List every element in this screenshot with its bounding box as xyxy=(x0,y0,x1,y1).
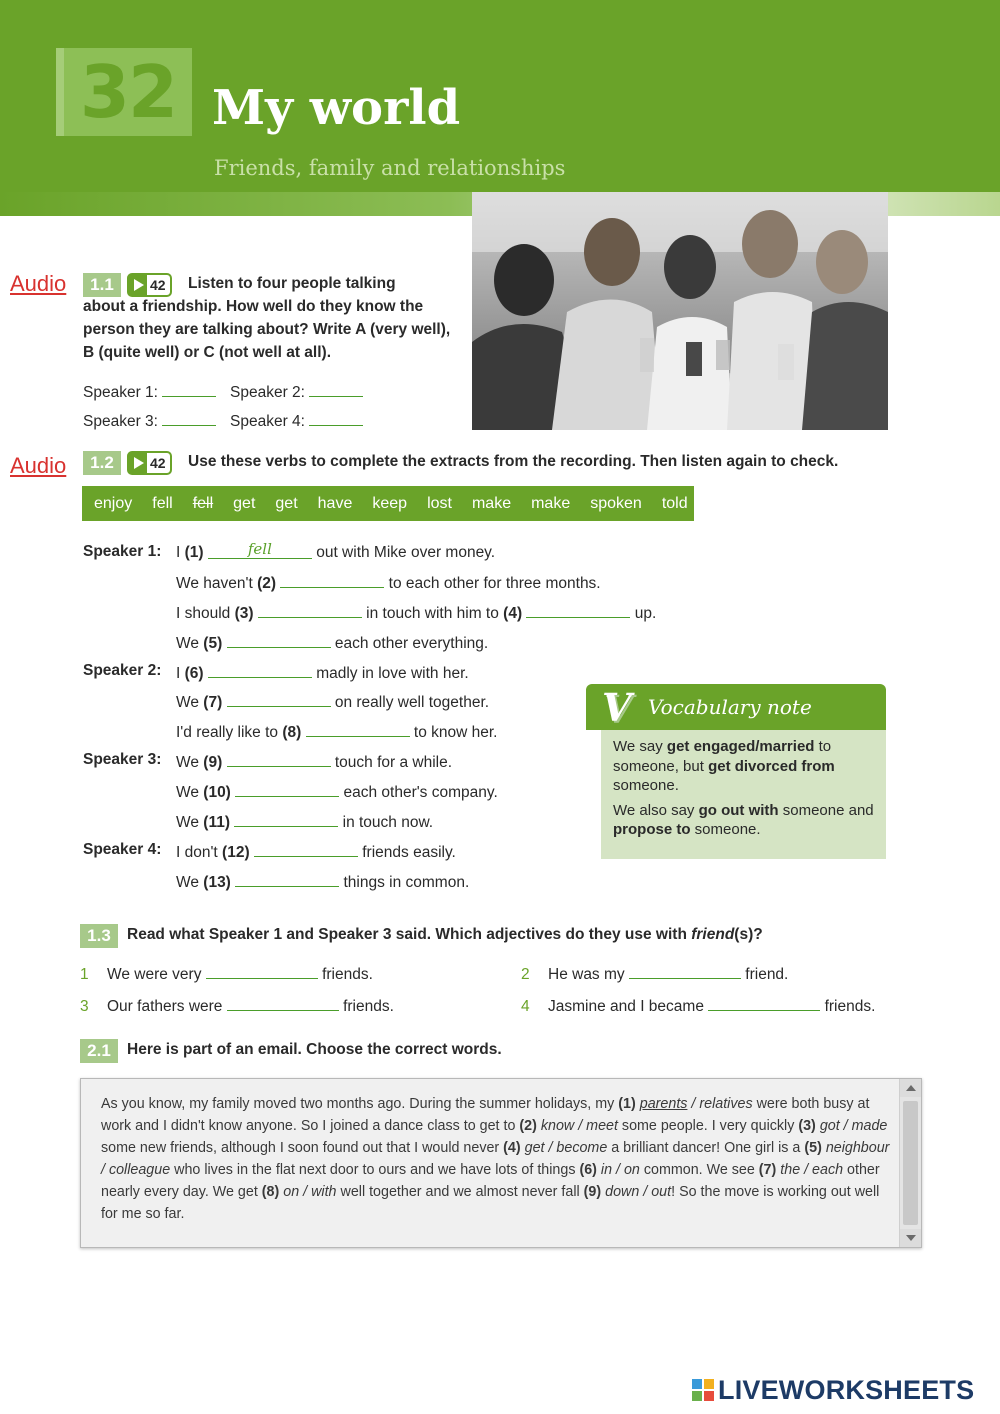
choice-8[interactable]: on / with xyxy=(283,1184,337,1200)
logo-text: LIVEWORKSHEETS xyxy=(718,1374,975,1405)
verb-word: make xyxy=(531,494,571,512)
extract-line-11: I don't (12) friends easily. xyxy=(176,839,456,864)
vocabulary-note-box xyxy=(586,684,886,859)
adjective-item-3: 3 Our fathers were friends. xyxy=(80,993,394,1018)
answer-blank-8[interactable] xyxy=(306,719,410,737)
vocabulary-v-icon: V xyxy=(602,685,632,730)
rating-blank-4[interactable] xyxy=(309,408,363,426)
track-number: 42 xyxy=(150,277,166,293)
answer-blank-9[interactable] xyxy=(227,749,331,767)
instruction-1-1-line-4: B (quite well) or C (not well at all). xyxy=(83,344,332,361)
instruction-2-1: Here is part of an email. Choose the correct words. xyxy=(127,1041,502,1058)
exercise-number-2-1: 2.1 xyxy=(80,1039,118,1063)
extract-line-1: I (1) fell out with Mike over money. xyxy=(176,540,496,561)
scroll-thumb[interactable] xyxy=(903,1101,918,1225)
audio-track-badge-1-2[interactable] xyxy=(127,451,172,475)
answer-blank-2[interactable] xyxy=(280,570,384,588)
rating-blank-2[interactable] xyxy=(309,379,363,397)
instruction-1-1-line-1: Listen to four people talking xyxy=(188,275,396,292)
email-body: As you know, my family moved two months ago. During the summer holidays, my (1) parents / relatives were both busy at work and I didn't know anyone. So I joined a dance class to get to (2) know / meet some people. I very quickly (3) got / made some new friends, although I soon found out that I would never (4) get / become a brilliant dancer! One girl is a (5) neighbour / colleague who lives in the flat next door to ours and we have lots of things (6) in / on common. We see (7) the / each other nearly every day. We get (8) on / with well together and we almost never fall (9) down / out! So the move is working out well for me so far. xyxy=(101,1096,890,1222)
verb-word: told xyxy=(661,494,688,512)
audio-link-1-2[interactable]: Audio xyxy=(10,453,67,478)
liveworksheets-logo-icon xyxy=(692,1379,714,1401)
choice-2[interactable]: know / meet xyxy=(540,1118,618,1134)
vocabulary-note-header xyxy=(586,684,886,730)
adjective-blank-4[interactable] xyxy=(708,993,820,1011)
answer-blank-13[interactable] xyxy=(235,869,339,887)
verb-word: make xyxy=(471,494,512,512)
extract-line-12: We (13) things in common. xyxy=(176,869,469,894)
adjective-blank-3[interactable] xyxy=(227,993,339,1011)
answer-blank-7[interactable] xyxy=(227,689,331,707)
verb-word: enjoy xyxy=(94,494,133,512)
rating-blank-1[interactable] xyxy=(162,379,216,397)
verb-word-used: fell xyxy=(192,494,214,512)
choice-6[interactable]: in / on xyxy=(600,1162,640,1178)
audio-track-badge-1-1[interactable] xyxy=(127,273,172,297)
verb-box xyxy=(82,486,694,521)
vocabulary-note-body xyxy=(601,730,886,859)
answer-blank-10[interactable] xyxy=(235,779,339,797)
speaker-1-rating: Speaker 1: xyxy=(83,379,216,404)
speaker-label-2: Speaker 2: xyxy=(83,662,162,679)
instruction-1-1-line-2: about a friendship. How well do they know the xyxy=(83,298,424,315)
liveworksheets-logo[interactable] xyxy=(692,1372,974,1408)
adjective-item-1: 1 We were very friends. xyxy=(80,961,373,986)
extract-line-5: I (6) madly in love with her. xyxy=(176,660,469,685)
speaker-label-3: Speaker 3: xyxy=(83,751,162,768)
speaker-4-rating: Speaker 4: xyxy=(230,408,363,433)
extract-line-4: We (5) each other everything. xyxy=(176,630,488,655)
scroll-down-arrow-icon[interactable] xyxy=(900,1229,921,1247)
choice-3[interactable]: got / made xyxy=(819,1118,888,1134)
extract-line-3: I should (3) in touch with him to (4) up. xyxy=(176,600,656,625)
verb-word: lost xyxy=(427,494,452,512)
adjective-item-4: 4 Jasmine and I became friends. xyxy=(521,993,875,1018)
choice-7[interactable]: the / each xyxy=(780,1162,844,1178)
audio-link-1-1[interactable]: Audio xyxy=(10,271,67,296)
page-subtitle: Friends, family and relationships xyxy=(214,156,566,180)
email-scrollbar[interactable] xyxy=(899,1079,921,1247)
verb-word: fell xyxy=(152,494,173,512)
rating-blank-3[interactable] xyxy=(162,408,216,426)
extract-line-2: We haven't (2) to each other for three months. xyxy=(176,570,601,595)
exercise-number-1-1: 1.1 xyxy=(83,273,121,297)
group-of-friends-photo xyxy=(472,192,888,430)
answer-blank-3[interactable] xyxy=(258,600,362,618)
adjective-blank-1[interactable] xyxy=(206,961,318,979)
exercise-number-1-2: 1.2 xyxy=(83,451,121,475)
answer-blank-4[interactable] xyxy=(526,600,630,618)
extract-line-6: We (7) on really well together. xyxy=(176,689,489,714)
choice-5[interactable]: neighbour / colleague xyxy=(101,1140,890,1178)
answer-blank-11[interactable] xyxy=(234,809,338,827)
answer-blank-12[interactable] xyxy=(254,839,358,857)
speaker-2-rating: Speaker 2: xyxy=(230,379,363,404)
speaker-label-1: Speaker 1: xyxy=(83,543,162,560)
choice-1-option-a[interactable]: parents xyxy=(639,1096,688,1112)
email-text-box[interactable] xyxy=(80,1078,922,1248)
verb-word: get xyxy=(233,494,256,512)
instruction-1-3: Read what Speaker 1 and Speaker 3 said. Which adjectives do they use with friend(s)? xyxy=(127,926,763,943)
speaker-label-4: Speaker 4: xyxy=(83,841,162,858)
speaker-3-rating: Speaker 3: xyxy=(83,408,216,433)
play-icon xyxy=(129,453,147,473)
unit-number: 32 xyxy=(56,48,192,136)
answer-blank-1[interactable] xyxy=(208,541,312,559)
page-title: My world xyxy=(212,80,461,136)
track-number: 42 xyxy=(150,455,166,471)
exercise-number-1-3: 1.3 xyxy=(80,924,118,948)
choice-1-option-b[interactable]: relatives xyxy=(699,1096,753,1112)
vocabulary-note-paragraph-2: We also say go out with someone and propose to someone. xyxy=(613,801,874,838)
answer-blank-5[interactable] xyxy=(227,630,331,648)
choice-9[interactable]: down / out xyxy=(605,1184,672,1200)
verb-word: spoken xyxy=(590,494,642,512)
play-icon xyxy=(129,275,147,295)
extract-line-10: We (11) in touch now. xyxy=(176,809,433,834)
choice-4[interactable]: get / become xyxy=(524,1140,608,1156)
adjective-item-2: 2 He was my friend. xyxy=(521,961,788,986)
adjective-blank-2[interactable] xyxy=(629,961,741,979)
extract-line-7: I'd really like to (8) to know her. xyxy=(176,719,498,744)
vocabulary-note-title: Vocabulary note xyxy=(648,695,812,719)
instruction-1-1-line-3: person they are talking about? Write A (very well), xyxy=(83,321,451,338)
scroll-up-arrow-icon[interactable] xyxy=(900,1079,921,1097)
verb-word: have xyxy=(317,494,353,512)
verb-word: keep xyxy=(372,494,408,512)
vocabulary-note-paragraph-1: We say get engaged/married to someone, but get divorced from someone. xyxy=(613,738,835,794)
extract-line-8: We (9) touch for a while. xyxy=(176,749,452,774)
filled-answer: fell xyxy=(247,540,272,558)
instruction-1-2: Use these verbs to complete the extracts from the recording. Then listen again to check. xyxy=(188,453,839,470)
extract-line-9: We (10) each other's company. xyxy=(176,779,498,804)
answer-blank-6[interactable] xyxy=(208,660,312,678)
verb-word: get xyxy=(275,494,298,512)
